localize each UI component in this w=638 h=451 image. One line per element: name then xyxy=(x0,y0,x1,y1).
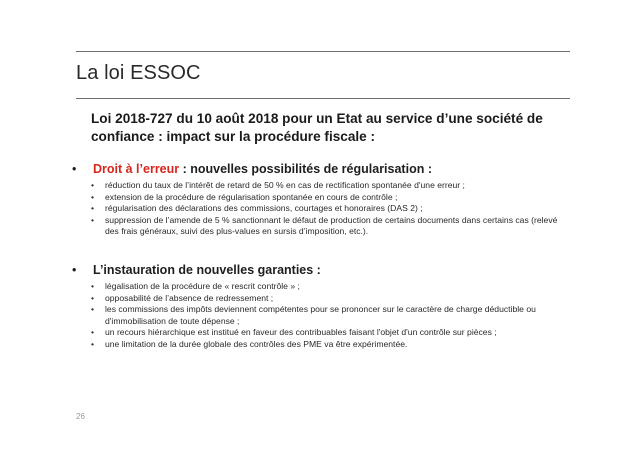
list-item: • légalisation de la procédure de « rescrit contrôle » ; xyxy=(91,281,300,291)
bullet-icon: • xyxy=(91,203,95,213)
list-item: • opposabilité de l’absence de redressement ; xyxy=(91,292,274,303)
heading-text: : nouvelles possibilités de régularisation : xyxy=(179,162,432,176)
bullet-icon: • xyxy=(91,327,95,337)
top-divider xyxy=(76,51,570,52)
item-list xyxy=(72,281,572,350)
bullet-icon: • xyxy=(91,292,95,303)
item-list xyxy=(72,180,572,238)
list-item: • suppression de l’amende de 5 % sanctionnant le défaut de production de certains documents dans certains cas (relevé des frais généraux, suivi des plus-values en sursis d’imposition, etc.). xyxy=(91,214,558,236)
list-item: • extension de la procédure de régularisation spontanée en cours de contrôle ; xyxy=(91,191,398,202)
bullet-icon: • xyxy=(91,281,95,291)
section-heading xyxy=(72,262,572,278)
heading-highlight: Droit à l’erreur xyxy=(93,162,180,176)
list-item: • une limitation de la durée globale des contrôles des PME va être expérimentée. xyxy=(91,338,408,349)
list-item: • régularisation des déclarations des commissions, courtages et honoraires (DAS 2) ; xyxy=(91,203,423,213)
slide-title: La loi ESSOC xyxy=(76,62,201,84)
page-number: 26 xyxy=(76,412,85,421)
title-divider xyxy=(76,98,570,99)
bullet-icon: • xyxy=(91,214,95,225)
list-item: • un recours hiérarchique est institué en faveur des contribuables faisant l'objet d'un contrôle sur pièces ; xyxy=(91,327,497,337)
bullet-icon: • xyxy=(91,338,95,349)
section-heading xyxy=(72,161,572,177)
bullet-icon: • xyxy=(91,180,95,190)
bullet-icon: • xyxy=(91,304,95,314)
slide-subtitle: Loi 2018-727 du 10 août 2018 pour un Etat au service d’une société de confiance : impact sur la procédure fiscale : xyxy=(91,111,543,144)
bullet-icon: • xyxy=(72,263,77,277)
list-item: • les commissions des impôts deviennent compétentes pour se prononcer sur le caractère de charge déductible ou d'immobilisation de toute dépense ; xyxy=(91,304,536,326)
bullet-icon: • xyxy=(91,191,95,202)
heading-text: L’instauration de nouvelles garanties : xyxy=(93,263,321,277)
section-garanties xyxy=(72,262,572,350)
bullet-icon: • xyxy=(72,162,77,176)
list-item: • réduction du taux de l’intérêt de retard de 50 % en cas de rectification spontanée d'une erreur ; xyxy=(91,180,465,190)
section-droit-erreur xyxy=(72,161,572,238)
